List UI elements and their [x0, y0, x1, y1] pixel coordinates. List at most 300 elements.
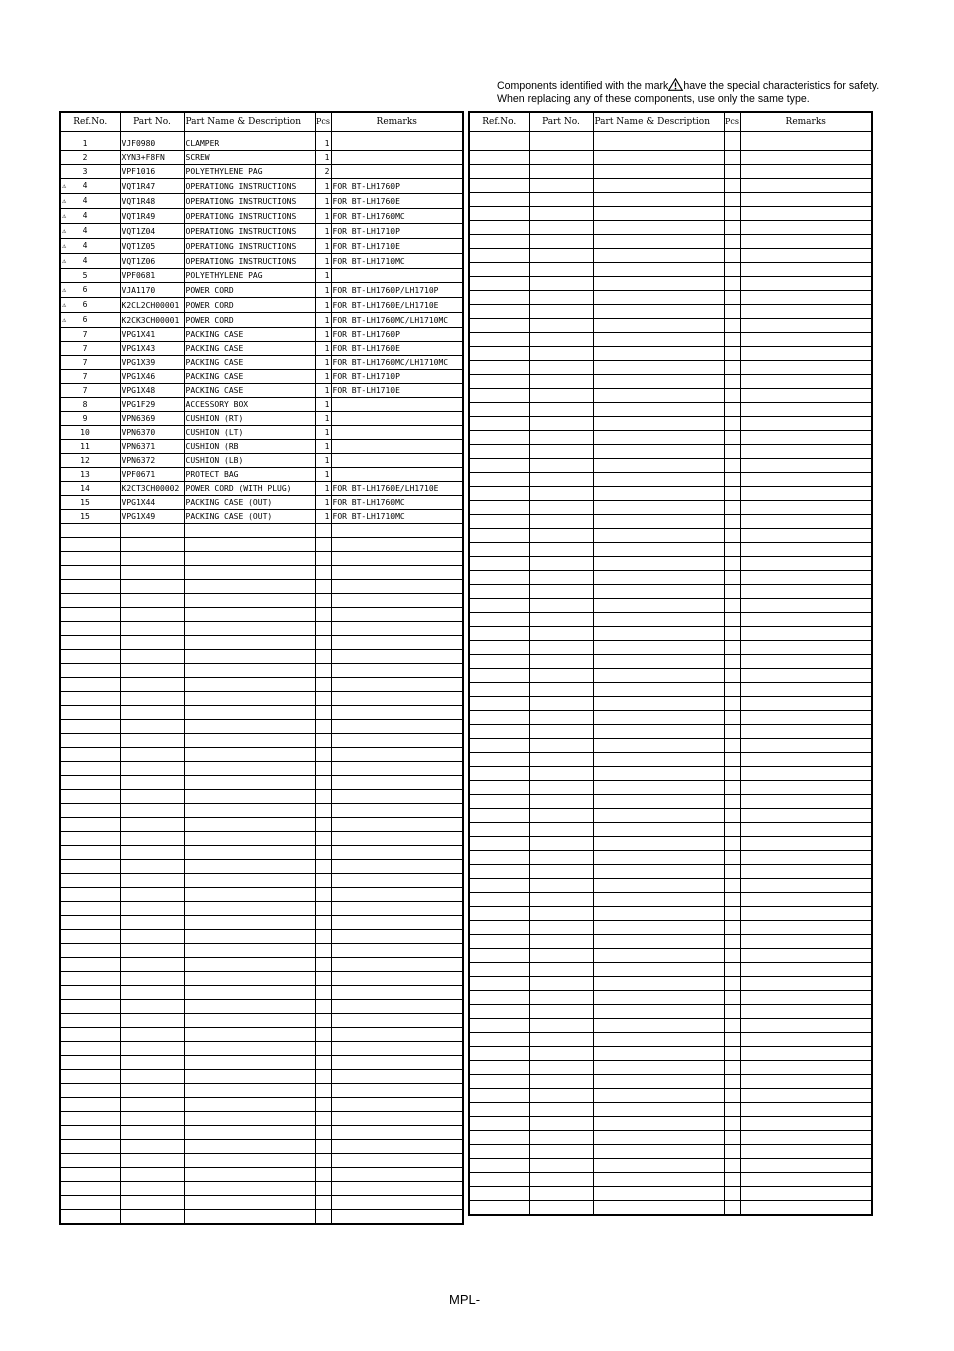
cell-ref [60, 1182, 120, 1196]
table-row [60, 482, 463, 496]
ref-number: 7 [82, 330, 88, 339]
cell-ref [469, 543, 529, 557]
cell-part-no [529, 389, 593, 403]
cell-ref [60, 342, 120, 356]
cell-description [184, 734, 315, 748]
cell-pcs [315, 1056, 331, 1070]
safety-mark-icon: ⚠ [62, 242, 67, 250]
cell-description [184, 874, 315, 888]
cell-ref [60, 1126, 120, 1140]
cell-part-no: VPF0681 [120, 269, 184, 283]
cell-pcs [724, 1131, 740, 1145]
cell-part-no [529, 361, 593, 375]
cell-part-no: VPG1F29 [120, 398, 184, 412]
cell-description: POWER CORD [184, 313, 315, 328]
cell-remarks [331, 1070, 463, 1084]
cell-description [593, 151, 724, 165]
cell-ref [60, 748, 120, 762]
cell-remarks [740, 781, 872, 795]
cell-ref [60, 930, 120, 944]
cell-description: ACCESSORY BOX [184, 398, 315, 412]
cell-pcs: 1 [315, 137, 331, 151]
cell-ref [60, 1028, 120, 1042]
cell-description [184, 790, 315, 804]
cell-ref [60, 874, 120, 888]
table-row [60, 313, 463, 328]
cell-remarks [331, 165, 463, 179]
cell-ref [469, 963, 529, 977]
cell-part-no [529, 557, 593, 571]
cell-description [593, 725, 724, 739]
cell-remarks [331, 538, 463, 552]
cell-part-no [120, 1070, 184, 1084]
cell-part-no [529, 641, 593, 655]
cell-part-no [120, 524, 184, 538]
ref-number: 6 [82, 300, 88, 309]
table-row [60, 370, 463, 384]
table-row [469, 165, 872, 179]
cell-part-no [529, 753, 593, 767]
table-row [60, 608, 463, 622]
ref-number: 13 [80, 470, 90, 479]
cell-ref [469, 1117, 529, 1131]
cell-ref [469, 781, 529, 795]
cell-description [184, 538, 315, 552]
cell-ref [469, 221, 529, 235]
cell-pcs [315, 524, 331, 538]
cell-ref [60, 664, 120, 678]
cell-description [593, 193, 724, 207]
cell-pcs: 1 [315, 356, 331, 370]
table-row [60, 254, 463, 269]
table-row [469, 291, 872, 305]
cell-remarks [331, 734, 463, 748]
ref-number: 2 [82, 153, 88, 162]
table-row [469, 543, 872, 557]
cell-part-no [529, 935, 593, 949]
table-row [469, 711, 872, 725]
ref-number: 14 [80, 484, 90, 493]
cell-ref [469, 529, 529, 543]
cell-description [184, 1000, 315, 1014]
cell-pcs [315, 678, 331, 692]
table-row [469, 907, 872, 921]
cell-pcs: 1 [315, 370, 331, 384]
cell-remarks [740, 1047, 872, 1061]
table-row [60, 468, 463, 482]
cell-ref [60, 818, 120, 832]
cell-remarks [331, 594, 463, 608]
cell-remarks [740, 515, 872, 529]
cell-part-no [529, 711, 593, 725]
cell-remarks [331, 958, 463, 972]
cell-pcs [724, 557, 740, 571]
cell-ref [60, 1112, 120, 1126]
cell-ref [469, 571, 529, 585]
cell-remarks [331, 608, 463, 622]
cell-description [593, 837, 724, 851]
cell-pcs [724, 753, 740, 767]
cell-part-no [529, 221, 593, 235]
cell-remarks [331, 874, 463, 888]
cell-part-no [529, 431, 593, 445]
cell-remarks [740, 333, 872, 347]
cell-ref [60, 902, 120, 916]
cell-part-no: VQT1Z05 [120, 239, 184, 254]
cell-remarks [331, 1084, 463, 1098]
cell-description [593, 277, 724, 291]
ref-number: 4 [82, 241, 88, 250]
table-row [60, 846, 463, 860]
cell-pcs [724, 235, 740, 249]
cell-ref [469, 1075, 529, 1089]
cell-ref [60, 468, 120, 482]
table-row [469, 151, 872, 165]
cell-remarks [740, 1033, 872, 1047]
cell-remarks [331, 1126, 463, 1140]
cell-description: PACKING CASE [184, 370, 315, 384]
cell-pcs: 1 [315, 426, 331, 440]
cell-description [593, 137, 724, 151]
cell-remarks [740, 501, 872, 515]
table-row [60, 1028, 463, 1042]
table-row [469, 1019, 872, 1033]
table-row [60, 356, 463, 370]
cell-part-no [120, 664, 184, 678]
cell-part-no [529, 851, 593, 865]
cell-description [593, 1131, 724, 1145]
cell-part-no [120, 804, 184, 818]
cell-remarks [331, 916, 463, 930]
cell-part-no [529, 767, 593, 781]
safety-notice-text-before: Components identified with the mark [497, 80, 669, 92]
cell-part-no: VPF0671 [120, 468, 184, 482]
cell-part-no [529, 879, 593, 893]
cell-pcs [315, 1210, 331, 1225]
cell-ref [60, 720, 120, 734]
cell-description [593, 319, 724, 333]
cell-pcs [724, 403, 740, 417]
cell-part-no [120, 1182, 184, 1196]
cell-pcs [724, 1201, 740, 1216]
cell-part-no [529, 207, 593, 221]
cell-part-no: K2CL2CH00001 [120, 298, 184, 313]
cell-pcs [724, 809, 740, 823]
cell-description [593, 235, 724, 249]
cell-pcs [724, 1005, 740, 1019]
cell-pcs [315, 692, 331, 706]
cell-pcs [724, 1089, 740, 1103]
safety-notice-text-after: have the special characteristics for safety. [683, 80, 880, 92]
cell-description [184, 860, 315, 874]
cell-description [593, 1047, 724, 1061]
cell-ref [469, 515, 529, 529]
cell-description [184, 608, 315, 622]
cell-part-no: VQT1Z06 [120, 254, 184, 269]
cell-pcs [724, 711, 740, 725]
cell-part-no [529, 1103, 593, 1117]
cell-ref [60, 580, 120, 594]
cell-part-no: VQT1R47 [120, 179, 184, 194]
cell-description [593, 977, 724, 991]
table-row [469, 347, 872, 361]
cell-remarks [740, 753, 872, 767]
table-row [469, 1005, 872, 1019]
cell-description: OPERATIONG INSTRUCTIONS [184, 179, 315, 194]
table-row [60, 1042, 463, 1056]
cell-description: POWER CORD [184, 283, 315, 298]
cell-pcs [724, 1117, 740, 1131]
cell-description: POWER CORD [184, 298, 315, 313]
cell-part-no [120, 1112, 184, 1126]
cell-ref [469, 235, 529, 249]
cell-pcs: 1 [315, 209, 331, 224]
table-row [469, 1159, 872, 1173]
cell-description [593, 263, 724, 277]
cell-remarks [740, 907, 872, 921]
ref-number: 7 [82, 344, 88, 353]
ref-number: 7 [82, 386, 88, 395]
cell-description [184, 1056, 315, 1070]
cell-part-no: VPN6372 [120, 454, 184, 468]
cell-remarks: FOR BT-LH1710E [331, 384, 463, 398]
cell-description [184, 818, 315, 832]
cell-part-no [120, 706, 184, 720]
cell-description: POLYETHYLENE PAG [184, 165, 315, 179]
table-row [469, 1117, 872, 1131]
cell-ref [469, 473, 529, 487]
table-row [469, 879, 872, 893]
cell-pcs [315, 832, 331, 846]
cell-pcs [315, 1182, 331, 1196]
cell-part-no [529, 1187, 593, 1201]
table-row [60, 179, 463, 194]
cell-part-no [529, 1047, 593, 1061]
ref-number: 8 [82, 400, 88, 409]
cell-description [593, 459, 724, 473]
safety-mark-icon: ⚠ [62, 301, 67, 309]
table-row [60, 398, 463, 412]
table-row [469, 753, 872, 767]
cell-description [593, 431, 724, 445]
cell-part-no [529, 781, 593, 795]
cell-remarks [331, 804, 463, 818]
cell-description [593, 711, 724, 725]
table-row [60, 165, 463, 179]
cell-pcs [724, 725, 740, 739]
cell-remarks [331, 1140, 463, 1154]
cell-pcs [315, 622, 331, 636]
cell-remarks [331, 468, 463, 482]
cell-ref [60, 762, 120, 776]
ref-number: 15 [80, 498, 90, 507]
cell-part-no: VQT1Z04 [120, 224, 184, 239]
cell-remarks [331, 151, 463, 165]
table-row [60, 874, 463, 888]
cell-description [184, 664, 315, 678]
cell-part-no: XYN3+F8FN [120, 151, 184, 165]
cell-description [593, 767, 724, 781]
cell-part-no [120, 692, 184, 706]
cell-remarks [740, 1201, 872, 1216]
cell-remarks: FOR BT-LH1710P [331, 224, 463, 239]
cell-ref [60, 269, 120, 283]
cell-pcs: 1 [315, 313, 331, 328]
table-row [469, 333, 872, 347]
cell-part-no [529, 697, 593, 711]
cell-ref [469, 1173, 529, 1187]
cell-description [593, 1019, 724, 1033]
col-header-ref: Ref.No. [60, 112, 120, 132]
cell-ref [469, 263, 529, 277]
cell-ref [60, 1000, 120, 1014]
table-row [60, 888, 463, 902]
cell-part-no [120, 1000, 184, 1014]
cell-description: PROTECT BAG [184, 468, 315, 482]
cell-remarks [331, 972, 463, 986]
cell-pcs [724, 151, 740, 165]
table-row [60, 902, 463, 916]
cell-pcs [724, 627, 740, 641]
table-row [469, 1103, 872, 1117]
cell-pcs [724, 1075, 740, 1089]
cell-part-no [529, 1117, 593, 1131]
cell-remarks [331, 566, 463, 580]
table-row [469, 1173, 872, 1187]
cell-ref [60, 846, 120, 860]
cell-ref [60, 944, 120, 958]
table-row [60, 776, 463, 790]
cell-description [184, 832, 315, 846]
cell-remarks [331, 944, 463, 958]
cell-ref [60, 426, 120, 440]
cell-part-no: VPN6369 [120, 412, 184, 426]
cell-pcs [724, 165, 740, 179]
cell-part-no: VPG1X49 [120, 510, 184, 524]
cell-part-no: K2CK3CH00001 [120, 313, 184, 328]
cell-part-no [529, 375, 593, 389]
cell-pcs [724, 1047, 740, 1061]
cell-remarks: FOR BT-LH1760MC/LH1710MC [331, 356, 463, 370]
cell-pcs [724, 1145, 740, 1159]
cell-pcs [724, 963, 740, 977]
cell-remarks [331, 1014, 463, 1028]
table-row [469, 319, 872, 333]
cell-part-no [120, 594, 184, 608]
cell-remarks [740, 473, 872, 487]
table-row [469, 963, 872, 977]
table-row [60, 790, 463, 804]
cell-part-no [120, 1098, 184, 1112]
cell-ref [60, 298, 120, 313]
cell-ref [469, 1103, 529, 1117]
cell-description [593, 1201, 724, 1216]
cell-part-no [120, 818, 184, 832]
cell-remarks: FOR BT-LH1760P [331, 179, 463, 194]
table-row [469, 823, 872, 837]
cell-part-no [529, 823, 593, 837]
cell-part-no [529, 263, 593, 277]
cell-ref [60, 440, 120, 454]
cell-ref [469, 991, 529, 1005]
cell-ref [60, 398, 120, 412]
cell-pcs [724, 949, 740, 963]
table-row [469, 403, 872, 417]
cell-description [184, 678, 315, 692]
cell-pcs [315, 636, 331, 650]
cell-description [593, 1145, 724, 1159]
table-row [60, 1154, 463, 1168]
cell-remarks [740, 711, 872, 725]
cell-part-no [120, 1056, 184, 1070]
cell-description [593, 375, 724, 389]
table-row [469, 1033, 872, 1047]
cell-description [593, 179, 724, 193]
cell-ref [469, 403, 529, 417]
cell-description: OPERATIONG INSTRUCTIONS [184, 239, 315, 254]
table-row [60, 706, 463, 720]
cell-ref [469, 137, 529, 151]
cell-remarks [331, 1196, 463, 1210]
ref-number: 7 [82, 358, 88, 367]
cell-remarks [740, 1173, 872, 1187]
cell-pcs [724, 865, 740, 879]
cell-ref [469, 319, 529, 333]
table-row [60, 440, 463, 454]
cell-pcs: 1 [315, 468, 331, 482]
cell-remarks [331, 137, 463, 151]
cell-description [593, 1187, 724, 1201]
cell-ref [60, 412, 120, 426]
cell-description [184, 1112, 315, 1126]
cell-pcs [315, 580, 331, 594]
table-row [469, 431, 872, 445]
cell-pcs [724, 697, 740, 711]
cell-remarks [331, 1028, 463, 1042]
cell-part-no: VPG1X46 [120, 370, 184, 384]
cell-part-no [529, 613, 593, 627]
cell-pcs [315, 566, 331, 580]
cell-remarks [740, 655, 872, 669]
table-row [60, 664, 463, 678]
cell-part-no [529, 1145, 593, 1159]
cell-description [593, 361, 724, 375]
cell-ref [60, 734, 120, 748]
ref-number: 4 [82, 196, 88, 205]
cell-remarks [331, 524, 463, 538]
ref-number: 4 [82, 226, 88, 235]
col-header-part: Part No. [120, 112, 184, 132]
cell-description [593, 683, 724, 697]
cell-part-no [120, 986, 184, 1000]
cell-pcs [724, 585, 740, 599]
cell-ref [469, 1033, 529, 1047]
cell-pcs [724, 487, 740, 501]
cell-ref [60, 165, 120, 179]
cell-remarks [331, 269, 463, 283]
cell-description [593, 501, 724, 515]
table-row [469, 725, 872, 739]
cell-description [184, 566, 315, 580]
cell-remarks [740, 669, 872, 683]
cell-description [593, 389, 724, 403]
safety-notice-line-2: When replacing any of these components, use only the same type. [497, 93, 810, 105]
cell-ref [469, 683, 529, 697]
cell-ref [469, 501, 529, 515]
cell-ref [60, 552, 120, 566]
cell-description: CUSHION (LB) [184, 454, 315, 468]
cell-remarks [331, 440, 463, 454]
